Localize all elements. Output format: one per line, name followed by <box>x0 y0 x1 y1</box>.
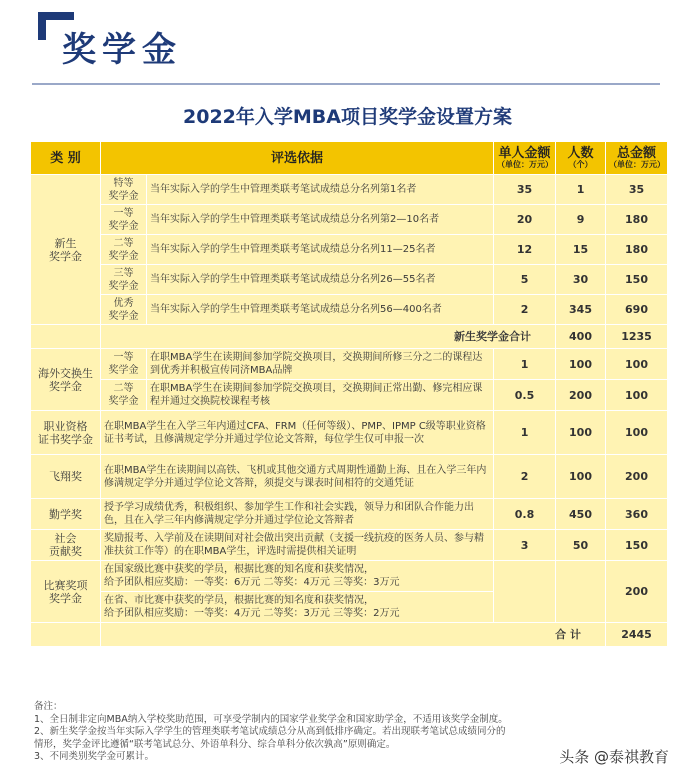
amount-cell: 2 <box>494 295 556 325</box>
subcategory-cell: 优秀 奖学金 <box>101 295 147 325</box>
criteria-cell: 在职MBA学生在读期间参加学院交换项目，交换期间正常出勤、修完相应课程并通过交换院校课程考核 <box>147 380 494 411</box>
criteria-cell: 当年实际入学的学生中管理类联考笔试成绩总分名列11—25名者 <box>147 235 494 265</box>
header-criteria: 评选依据 <box>101 142 494 175</box>
count-cell: 345 <box>556 295 606 325</box>
table-row <box>31 175 668 205</box>
table-row <box>31 295 668 325</box>
criteria-cell: 在国家级比赛中获奖的学员，根据比赛的知名度和获奖情况， 给予团队相应奖励：一等奖：6万元 二等奖：4万元 三等奖：3万元 <box>101 561 494 592</box>
subtotal-count: 400 <box>556 325 606 349</box>
count-cell: 200 <box>556 380 606 411</box>
amount-cell: 12 <box>494 235 556 265</box>
category-cell: 新生 奖学金 <box>31 175 101 325</box>
total-cell: 180 <box>606 235 668 265</box>
category-cell: 比赛奖项 奖学金 <box>31 561 101 623</box>
subcategory-cell: 三等 奖学金 <box>101 265 147 295</box>
note-line: 2、新生奖学金按当年实际入学学生的管理类联考笔试成绩总分从高到低排序确定。若出现联考笔试总成绩同分的 <box>34 726 506 737</box>
subcategory-cell: 特等 奖学金 <box>101 175 147 205</box>
category-cell: 职业资格 证书奖学金 <box>31 411 101 455</box>
subtotal-row <box>31 325 668 349</box>
subtotal-total: 1235 <box>606 325 668 349</box>
total-cell: 180 <box>606 205 668 235</box>
subcategory-cell: 二等 奖学金 <box>101 235 147 265</box>
header-category: 类 别 <box>31 142 101 175</box>
header-count: 人数 （个） <box>556 142 606 175</box>
table-row <box>31 265 668 295</box>
category-cell: 勤学奖 <box>31 499 101 530</box>
total-cell: 360 <box>606 499 668 530</box>
amount-cell: 1 <box>494 411 556 455</box>
amount-cell: 2 <box>494 455 556 499</box>
criteria-cell: 在省、市比赛中获奖的学员，根据比赛的知名度和获奖情况， 给予团队相应奖励：一等奖：4万元 二等奖：3万元 三等奖：2万元 <box>101 592 494 623</box>
table-row <box>31 380 668 411</box>
watermark: 头条 @泰祺教育 <box>555 747 673 767</box>
total-cell: 100 <box>606 349 668 380</box>
grand-total-label: 合 计 <box>101 623 606 647</box>
note-line: 3、不同类别奖学金可累计。 <box>34 751 155 762</box>
table-title: 2022年入学MBA项目奖学金设置方案 <box>183 106 512 128</box>
note-line: 备注： <box>34 701 63 712</box>
count-cell: 15 <box>556 235 606 265</box>
table-header-row <box>31 142 668 175</box>
amount-cell: 35 <box>494 175 556 205</box>
amount-cell: 5 <box>494 265 556 295</box>
table-row <box>31 205 668 235</box>
amount-cell: 0.8 <box>494 499 556 530</box>
criteria-cell: 在职MBA学生在读期间以高铁、飞机或其他交通方式周期性通勤上海、且在入学三年内修满规定学分并通过学位论文答辩，须提交与课表时间相符的交通凭证 <box>101 455 494 499</box>
criteria-cell: 当年实际入学的学生中管理类联考笔试成绩总分名列第2—10名者 <box>147 205 494 235</box>
count-cell: 100 <box>556 455 606 499</box>
table-row <box>31 235 668 265</box>
total-cell: 35 <box>606 175 668 205</box>
count-cell: 450 <box>556 499 606 530</box>
amount-cell: 3 <box>494 530 556 561</box>
grand-total-row <box>31 623 668 647</box>
criteria-cell: 当年实际入学的学生中管理类联考笔试成绩总分名列56—400名者 <box>147 295 494 325</box>
table-row <box>31 411 668 455</box>
page-title: 奖学金 <box>62 30 182 70</box>
header-total: 总金额 （单位：万元） <box>606 142 668 175</box>
subcategory-cell: 一等 奖学金 <box>101 349 147 380</box>
count-cell: 50 <box>556 530 606 561</box>
count-cell: 30 <box>556 265 606 295</box>
category-cell: 飞翔奖 <box>31 455 101 499</box>
scholarship-table <box>30 141 668 647</box>
total-cell: 150 <box>606 530 668 561</box>
count-cell: 100 <box>556 349 606 380</box>
subcategory-cell: 二等 奖学金 <box>101 380 147 411</box>
table-row <box>31 530 668 561</box>
note-line: 1、全日制非定向MBA纳入学校奖助范围，可享受学制内的国家学业奖学金和国家助学金，不适用该奖学金制度。 <box>34 713 508 725</box>
criteria-cell: 在职MBA学生在入学三年内通过CFA、FRM（任何等级）、PMP、IPMP C级等职业资格证书考试，且修满规定学分并通过学位论文答辩，每位学生仅可申报一次 <box>101 411 494 455</box>
criteria-cell: 奖励报考、入学前及在读期间对社会做出突出贡献（支援一线抗疫的医务人员、参与精准扶贫工作等）的在职MBA学生，评选时需提供相关证明 <box>101 530 494 561</box>
subtotal-label: 新生奖学金合计 <box>101 325 556 349</box>
table-row <box>31 349 668 380</box>
note-line: 情形，奖学金评比遵循“联考笔试总分、外语单科分、综合单科分依次孰高”原则确定。 <box>34 738 396 750</box>
total-cell: 200 <box>606 561 668 623</box>
total-cell: 690 <box>606 295 668 325</box>
count-cell: 100 <box>556 411 606 455</box>
total-cell: 150 <box>606 265 668 295</box>
amount-cell: 20 <box>494 205 556 235</box>
subcategory-cell: 一等 奖学金 <box>101 205 147 235</box>
amount-cell: 0.5 <box>494 380 556 411</box>
grand-total-value: 2445 <box>606 623 668 647</box>
count-cell: 1 <box>556 175 606 205</box>
criteria-cell: 在职MBA学生在读期间参加学院交换项目，交换期间所修三分之二的课程达到优秀并积极宣传同济MBA品牌 <box>147 349 494 380</box>
category-cell: 海外交换生 奖学金 <box>31 349 101 411</box>
header-amount: 单人金额 （单位：万元） <box>494 142 556 175</box>
total-cell: 100 <box>606 411 668 455</box>
count-cell: 9 <box>556 205 606 235</box>
criteria-cell: 当年实际入学的学生中管理类联考笔试成绩总分名列第1名者 <box>147 175 494 205</box>
total-cell: 200 <box>606 455 668 499</box>
table-row <box>31 455 668 499</box>
total-cell: 100 <box>606 380 668 411</box>
title-divider <box>32 83 660 85</box>
amount-cell: 1 <box>494 349 556 380</box>
table-row <box>31 499 668 530</box>
table-row <box>31 561 668 592</box>
criteria-cell: 授予学习成绩优秀，积极组织、参加学生工作和社会实践，领导力和团队合作能力出色，且在入学三年内修满规定学分并通过学位论文答辩者 <box>101 499 494 530</box>
criteria-cell: 当年实际入学的学生中管理类联考笔试成绩总分名列26—55名者 <box>147 265 494 295</box>
category-cell: 社会 贡献奖 <box>31 530 101 561</box>
